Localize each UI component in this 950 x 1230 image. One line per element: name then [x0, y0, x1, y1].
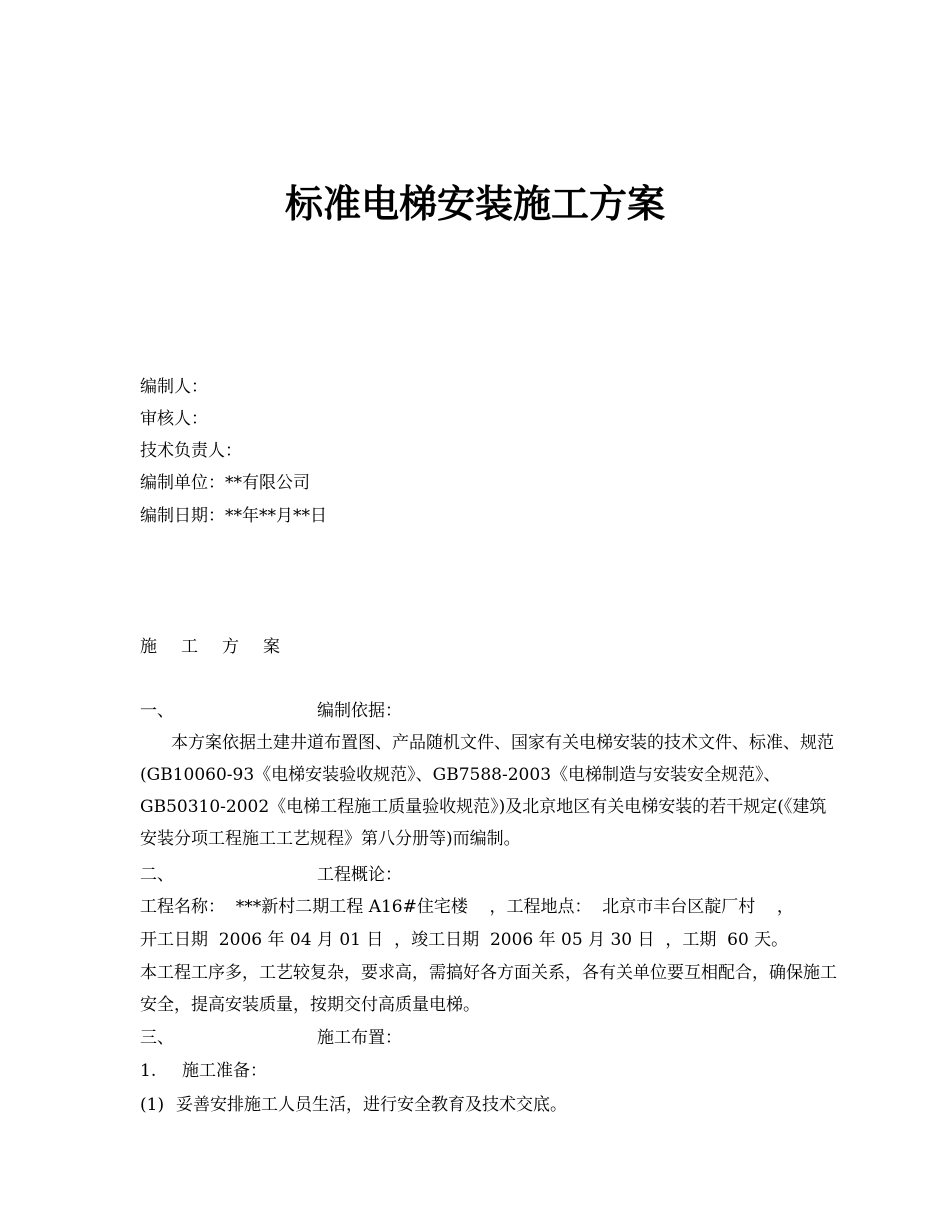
- project-info-line: 工程名称： ***新村二期工程 A16#住宅楼 ，工程地点： 北京市丰台区靛厂村 ，: [140, 897, 794, 917]
- section-number: 一、: [140, 701, 174, 721]
- item-text: 施工准备：: [182, 1061, 267, 1081]
- reviewer-line: 审核人：: [140, 409, 208, 429]
- schedule-line: 开工日期 2006 年 04 月 01 日 ，竣工日期 2006 年 05 月 30 日 ，工期 60 天。: [140, 930, 789, 950]
- author-line: 编制人：: [140, 377, 208, 397]
- tech-lead-line: 技术负责人：: [140, 441, 242, 461]
- section-3-heading: [140, 1027, 402, 1049]
- section-heading-char: 施: [140, 637, 157, 657]
- section-2-body: 本工程工序多，工艺较复杂，要求高，需搞好各方面关系，各有关单位要互相配合，确保施工安全，提高安装质量，按期交付高质量电梯。: [140, 963, 837, 1015]
- section-1-body: 本方案依据土建井道布置图、产品随机文件、国家有关电梯安装的技术文件、标准、规范(GB10060-93《电梯安装验收规范》、GB7588-2003《电梯制造与安装安全规范》、GB50310-2002《电梯工程施工质量验收规范》)及北京地区有关电梯安装的若干规定(《建筑安装分项工程施工工艺规程》第八分册等)而编制。: [140, 733, 834, 849]
- sub-item-1: [140, 1094, 567, 1116]
- section-heading-char: 工: [181, 637, 198, 657]
- section-2-heading: [140, 864, 402, 886]
- section-title: 施工布置：: [317, 1028, 402, 1048]
- section-number: 二、: [140, 865, 174, 885]
- section-1-heading: [140, 700, 402, 722]
- item-1: [140, 1060, 267, 1082]
- date-line: 编制日期：**年**月**日: [140, 506, 327, 526]
- section-number: 三、: [140, 1028, 174, 1048]
- sub-item-number: (1): [140, 1095, 165, 1115]
- section-title: 编制依据：: [317, 701, 402, 721]
- section-title: 工程概论：: [317, 865, 402, 885]
- item-number: 1.: [140, 1061, 157, 1081]
- section-heading: [140, 636, 280, 658]
- section-heading-char: 方: [222, 637, 239, 657]
- section-heading-char: 案: [263, 637, 280, 657]
- sub-item-text: 妥善安排施工人员生活，进行安全教育及技术交底。: [176, 1095, 567, 1115]
- document-title: 标准电梯安装施工方案: [284, 181, 665, 226]
- unit-line: 编制单位：**有限公司: [140, 473, 310, 493]
